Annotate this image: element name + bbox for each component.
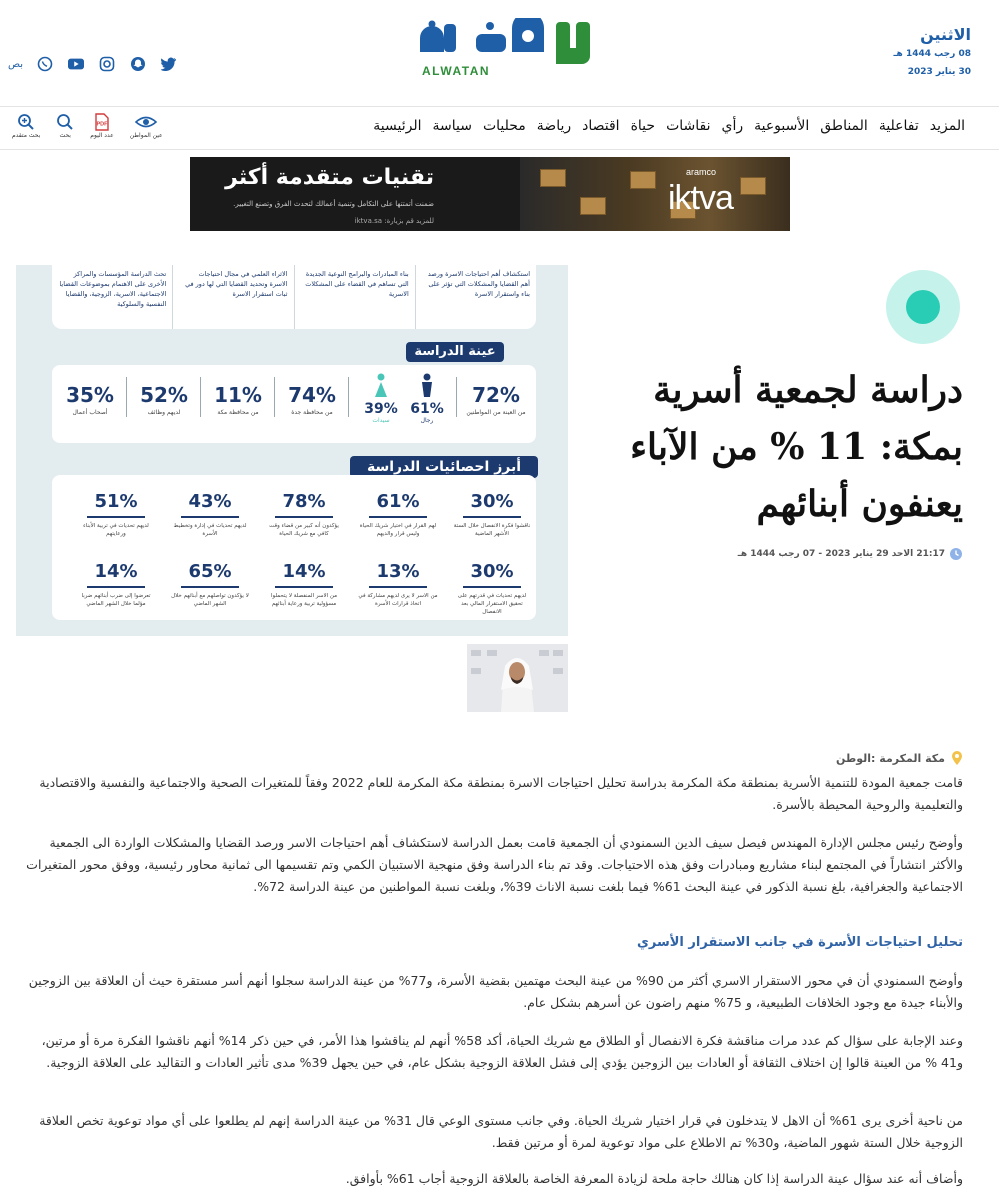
stat-caption: لديهم تحديات في تربية الأبناء ورعايتهم <box>83 523 149 537</box>
stat-value: 30% <box>470 561 514 582</box>
ad-headline: تقنيات متقدمة أكثر <box>225 165 434 190</box>
article-paragraph: قامت جمعية المودة للتنمية الأسرية بمنطقة مكة المكرمة بدراسة تحليل احتياجات الاسرة بمنطقة مكة المكرمة للعام 2022 وفقاً للمتغيرات الصحية والاجتماعية والنفسية والاقتصادية والتعليمية والروحية المحيطة بالأسرة. <box>39 775 963 812</box>
infographic-goal: بناء المبادرات والبرامج النوعية الجديدة التي تساهم في القضاء على المشكلات الاسرية <box>294 265 415 329</box>
stat-value: 14% <box>94 561 138 582</box>
stat-value: 13% <box>376 561 420 582</box>
source-text: مكة المكرمة :الوطن <box>836 751 945 765</box>
advanced-search-label: بحث متقدم <box>12 132 41 139</box>
snapchat-icon[interactable] <box>130 56 146 72</box>
stats-panel <box>52 475 536 620</box>
social-more-link[interactable]: بص <box>8 58 24 70</box>
article-timestamp <box>738 547 963 561</box>
stat-value: 78% <box>282 491 326 512</box>
infographic-goal: تحث الدراسة المؤسسات والمراكز الأخرى على الاهتمام بموضوعات القضايا الاجتماعية، الاسرية، الزوجية، والقضايا النفسية والسلوكية <box>59 270 167 308</box>
article-title: دراسة لجمعية أسرية بمكة: 11 % من الآباء يعنفون أبنائهم <box>630 369 963 525</box>
sample-value: 11% <box>214 383 262 407</box>
nav-item-weekly[interactable]: الأسبوعية <box>754 118 810 134</box>
sample-stat <box>130 383 198 416</box>
infographic-image[interactable] <box>16 265 568 636</box>
instagram-icon[interactable] <box>99 56 115 72</box>
todays-issue-button[interactable] <box>90 113 113 139</box>
sample-caption: أصحاب أعمال <box>72 409 108 416</box>
nav-item-more[interactable]: المزيد <box>929 118 965 134</box>
ad-aramco-logo: aramco <box>686 167 717 177</box>
sample-value: 52% <box>140 383 188 407</box>
male-percent: 61% <box>410 401 444 417</box>
person-photo-icon <box>467 644 568 712</box>
date-box <box>893 26 971 80</box>
article-paragraph: وأوضح السمنودي أن في محور الاستقرار الاسري أكثر من 90% من عينة البحث مهتمين بقضية الأسرة، و77% من عينة الدراسة سجلوا أنهم أسر مستقرة حيث أن العلاقة بين الزوجين والأبناء جيدة مع وجود الخلافات الطبيعية، و 75% منهم راضون عن أسرهم بشكل عام. <box>28 973 963 1010</box>
female-percent: 39% <box>364 401 398 417</box>
stat-item <box>170 491 250 538</box>
sample-value: 35% <box>66 383 114 407</box>
stat-item <box>452 491 532 538</box>
sample-caption: لديهم وظائف <box>147 409 181 416</box>
citizen-eye-button[interactable] <box>130 113 163 139</box>
stat-value: 65% <box>188 561 232 582</box>
article-paragraph: وعند الإجابة على سؤال كم عدد مرات مناقشة فكرة الانفصال أو الطلاق مع شريك الحياة، أكد 58% أنهم لم يناقشوا هذا الأمر، في حين ذكر 14% أنهم ناقشوا الفكرة مرة أو مرتين، و41 % من العينة قالوا إن اختلاف الثقافة أو العادات بين الزوجين يؤدي إلى فشل العلاقة الزوجية بشكل عام، في حين يجهل 39% مدى تأثير العادات و التقاليد على العلاقة الزوجية. <box>41 1033 963 1070</box>
site-logo[interactable] <box>416 18 606 80</box>
nav-item-opinion[interactable]: رأي <box>721 118 744 134</box>
nav-item-economy[interactable]: اقتصاد <box>582 118 620 134</box>
sample-title-badge <box>406 342 504 362</box>
stat-caption: لهم القرار في اختيار شريك الحياة وليس قرار والديهم <box>359 523 437 537</box>
nav-items <box>362 118 965 134</box>
map-pin-icon <box>951 751 963 765</box>
stat-caption: ناقشوا فكرة الانفصال خلال الستة الأشهر الماضية <box>453 523 531 537</box>
stat-caption: من الاسر المنفصلة لا يتحملوا مسؤولية تربية ورعاية أبنائهم <box>270 593 338 607</box>
nav-item-home[interactable]: الرئيسية <box>373 118 422 134</box>
ad-url: للمزيد قم بزيارة: iktva.sa <box>354 217 434 225</box>
pdf-icon-text: PDF <box>96 121 108 128</box>
stat-item <box>264 561 344 608</box>
ad-warehouse-image <box>520 157 790 231</box>
sample-stat <box>278 383 346 416</box>
article-subheading: تحليل احتياجات الأسرة في جانب الاستقرار الأسري <box>636 935 963 950</box>
sample-caption: من محافظة مكة <box>217 409 259 416</box>
site-header <box>0 0 999 106</box>
stat-item <box>264 491 344 538</box>
pdf-icon <box>93 113 111 131</box>
stat-item <box>358 561 438 608</box>
sample-title: عينة الدراسة <box>414 344 496 359</box>
nav-item-discussions[interactable]: نقاشات <box>666 118 711 134</box>
gender-female <box>358 373 404 424</box>
nav-item-life[interactable]: حياة <box>630 118 656 134</box>
stat-caption: تعرضوا إلى ضرب أبنائهم ضربا مؤلما خلال الشهر الماضي <box>81 593 151 607</box>
timestamp-text: 21:17 الاحد 29 يناير 2023 - 07 رجب 1444 هـ <box>737 549 945 559</box>
search-button[interactable] <box>56 113 74 139</box>
ad-subtext: ضمنت أتمتتها على التكامل وتنمية أعمالك لتحدث الفرق وتصنع التغيير. <box>233 200 434 208</box>
infographic-goal: الاثراء العلمي في مجال احتياجات الاسرة وتحديد القضايا التي لها دور في ثبات استقرار الاسرة <box>172 265 293 329</box>
stat-value: 43% <box>188 491 232 512</box>
article-source <box>836 751 963 765</box>
sample-value: 74% <box>288 383 336 407</box>
author-photo[interactable] <box>467 644 568 712</box>
stat-caption: من الاسر لا يرى لديهم مشاركة في اتخاذ قرارات الأسرة <box>358 593 438 607</box>
stat-caption: لديهم تحديات في إدارة وتخطيط الأسرة <box>173 523 247 537</box>
sample-panel <box>52 365 536 443</box>
eye-icon <box>135 113 157 131</box>
date-hijri: 08 رجب 1444 هـ <box>893 49 971 59</box>
article-paragraph: وأوضح رئيس مجلس الإدارة المهندس فيصل سيف الدين السمنودي أن الجمعية قامت بعمل الدراسة لاستكشاف أهم احتياجات الاسر ورصد القضايا والمشكلات الواردة الى الجمعية والأكثر انتشاراً في المجتمع لبناء مشاريع ومبادرات وفق هذه الاحتياجات. وقد تم بناء الدراسة وفق منهجية الاستبيان الكمي وتم تقسيمها الى ثمانية محاور رئيسية، ووفق محور المتغيرات الاجتماعية والجغرافية، بلغ نسبة الذكور في عينة البحث 61% فيما بلغت نسبة الاناث 39%، وبلغت نسبة المواطنين من عينة الدراسة 72%. <box>26 835 963 894</box>
sample-stat <box>204 383 272 416</box>
sample-value: 72% <box>472 383 520 407</box>
nav-item-regions[interactable]: المناطق <box>820 118 868 134</box>
stat-item <box>76 561 156 608</box>
nav-item-interactive[interactable]: تفاعلية <box>878 118 919 134</box>
female-icon <box>374 373 388 397</box>
gender-male <box>404 373 450 424</box>
nav-item-sports[interactable]: رياضة <box>536 118 572 134</box>
stats-title: أبرز احصائيات الدراسة <box>366 459 522 475</box>
stat-caption: يؤكدون أنه كبير من قضاء وقت كافي مع شريك الحياة <box>269 523 339 537</box>
date-day: الاثنين <box>920 25 971 44</box>
citizen-eye-label: عين المواطن <box>129 132 163 139</box>
stat-caption: لا يؤكدون تواصلهم مع أبنائهم خلال الشهر الماضي <box>171 593 249 607</box>
sample-caption: من العينة من المواطنين <box>466 409 526 416</box>
nav-tools <box>12 113 179 139</box>
twitter-icon[interactable] <box>161 56 177 72</box>
search-label: بحث <box>59 132 71 139</box>
youtube-icon[interactable] <box>68 56 84 72</box>
sample-stat <box>460 383 532 416</box>
infographic-goal: استكشاف أهم احتياجات الاسرة ورصد أهم القضايا والمشكلات التي تؤثر على بناء واستقرار الاسرة <box>415 265 536 329</box>
ad-brand-logo: iktva <box>668 179 733 217</box>
date-gregorian: 30 يناير 2023 <box>907 67 971 77</box>
infographic-goals <box>52 265 536 329</box>
sample-caption: من محافظة جدة <box>291 409 333 416</box>
whatsapp-icon[interactable] <box>37 56 53 72</box>
search-icon <box>56 113 74 131</box>
stat-item <box>358 491 438 538</box>
male-caption: رجال <box>420 417 434 424</box>
nav-item-local[interactable]: محليات <box>482 118 526 134</box>
logo-wordmark-icon <box>416 18 606 66</box>
topic-indicator-icon <box>886 270 960 344</box>
stat-item <box>76 491 156 538</box>
zoom-plus-icon <box>17 113 35 131</box>
article-paragraph: من ناحية أخرى يرى 61% أن الاهل لا يتدخلون في قرار اختيار شريك الحياة. وفي جانب مستوى الوعي قال 31% من عينة الدراسة إنهم لم يطلعوا على أي مواد توعوية تخص العلاقة الزوجية خلال الستة شهور الماضية، و30% تم الاطلاع على مواد توعوية لمرة أو مرتين فقط. <box>39 1113 963 1150</box>
male-icon <box>420 373 434 397</box>
stat-value: 30% <box>470 491 514 512</box>
stat-value: 61% <box>376 491 420 512</box>
social-links <box>8 56 192 72</box>
stat-caption: لديهم تحديات في قدرتهم على تحقيق الاستقرار المالي بعد الانفصال <box>457 593 527 615</box>
stat-value: 51% <box>94 491 138 512</box>
clock-icon <box>949 547 963 561</box>
sample-stat <box>56 383 124 416</box>
advanced-search-button[interactable] <box>12 113 40 139</box>
female-caption: سيدات <box>372 417 390 424</box>
nav-item-politics[interactable]: سياسة <box>432 118 472 134</box>
article-paragraph: وأضاف أنه عند سؤال عينة الدراسة إذا كان هنالك حاجة ملحة لزيادة المعرفة الخاصة بالعلاقة الزوجية أجاب 61% بأوافق. <box>345 1171 963 1186</box>
ad-banner[interactable] <box>190 157 790 231</box>
stat-value: 14% <box>282 561 326 582</box>
stat-item <box>452 561 532 616</box>
main-nav <box>0 106 999 150</box>
todays-issue-label: عدد اليوم <box>90 132 114 139</box>
logo-english-text: ALWATAN <box>422 64 491 78</box>
stat-item <box>170 561 250 608</box>
